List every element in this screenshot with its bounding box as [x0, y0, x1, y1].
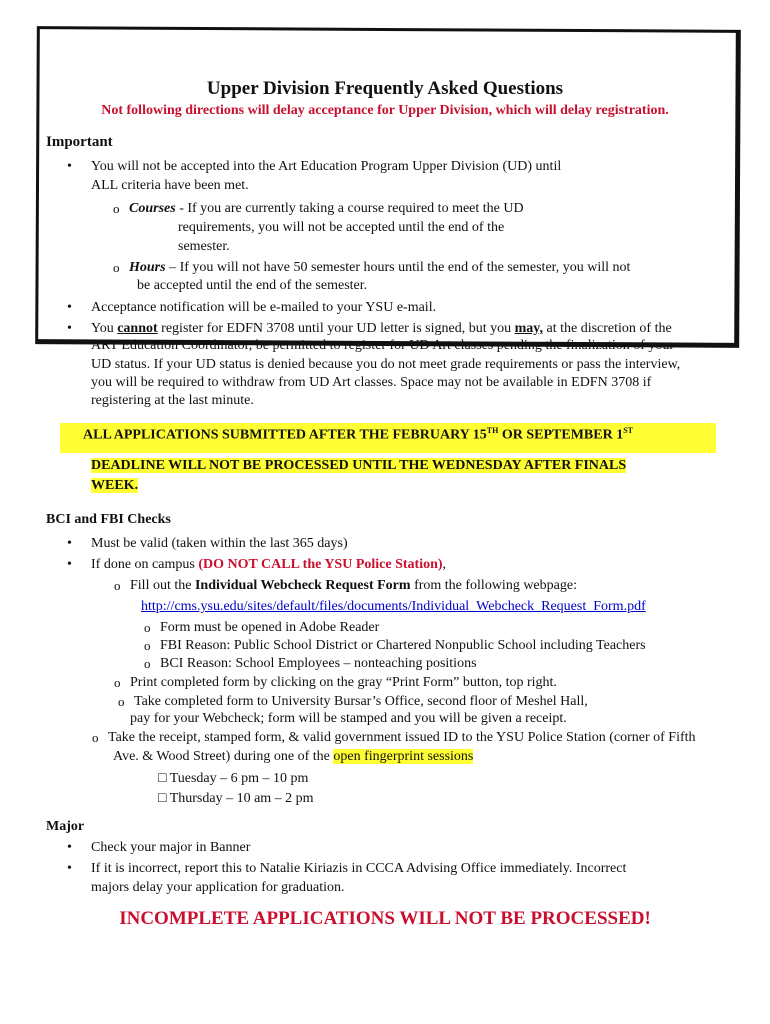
deadline-line-2: DEADLINE WILL NOT BE PROCESSED UNTIL THE WEDNESDAY AFTER FINALS [91, 458, 627, 473]
bci-step-police: o Take the receipt, stamped form, & valid government issued ID to the YSU Police Station (corner of Fifth [108, 728, 696, 747]
important-bullet-3-line-5: registering at the last minute. [91, 393, 254, 408]
bci-bullet-2: • If done on campus (DO NOT CALL the YSU Police Station), [91, 555, 446, 574]
deadline-line-3: WEEK. [91, 478, 139, 493]
courses-line-2: requirements, you will not be accepted until the end of the [178, 220, 505, 235]
hours-item: o Hours – If you will not have 50 semester hours until the end of the semester, you will not [129, 258, 630, 277]
hours-line-2: be accepted until the end of the semester. [137, 278, 368, 293]
incomplete-notice: INCOMPLETE APPLICATIONS WILL NOT BE PROCESSED! [119, 908, 651, 929]
courses-item: o Courses - If you are currently taking a course required to meet the UD [129, 199, 524, 218]
session-bullet-icon: □ [158, 791, 170, 806]
session-thursday: □ Thursday – 10 am – 2 pm [158, 791, 314, 806]
bci-heading: BCI and FBI Checks [46, 512, 171, 527]
important-bullet-3-line-4: you will be required to withdraw from UD Art classes. Space may not be available in EDFN 3708 if [91, 375, 652, 390]
bci-substep-2: o FBI Reason: Public School District or Chartered Nonpublic School including Teachers [160, 636, 646, 655]
bci-step-print: o Print completed form by clicking on the gray “Print Form” button, top right. [130, 673, 557, 692]
important-bullet-2: • Acceptance notification will be e-mailed to your YSU e-mail. [91, 298, 436, 317]
bci-step-police-line-2: Ave. & Wood Street) during one of the open fingerprint sessions [113, 749, 474, 764]
bci-step-bursar-line-2: pay for your Webcheck; form will be stamped and you will be given a receipt. [130, 711, 567, 726]
page-title: Upper Division Frequently Asked Questions [206, 78, 564, 99]
webcheck-form-link-line [141, 597, 646, 616]
major-bullet-2-line-2: majors delay your application for graduation. [91, 880, 345, 895]
session-bullet-icon: □ [158, 771, 170, 786]
important-bullet-3: • You cannot register for EDFN 3708 until your UD letter is signed, but you may, at the discretion of the [91, 319, 672, 338]
important-bullet-3-line-3: UD status. If your UD status is denied because you do not meet grade requirements or pass the interview, [91, 357, 681, 372]
important-bullet-3-line-2: ART Education Coordinator, be permitted to register for UD Art classes pending the finalization of your [91, 338, 675, 353]
major-heading: Major [46, 819, 85, 834]
delay-warning: Not following directions will delay acceptance for Upper Division, which will delay registration. [101, 103, 669, 118]
deadline-line-1: ALL APPLICATIONS SUBMITTED AFTER THE FEBRUARY 15TH OR SEPTEMBER 1ST [83, 426, 633, 443]
bci-step-fill-form: o Fill out the Individual Webcheck Request Form from the following webpage: [130, 576, 577, 595]
bci-bullet-1: • Must be valid (taken within the last 365 days) [91, 534, 348, 553]
session-tuesday: □ Tuesday – 6 pm – 10 pm [158, 771, 309, 786]
important-heading: Important [46, 134, 113, 150]
courses-line-3: semester. [178, 239, 230, 254]
important-bullet-1: • You will not be accepted into the Art Education Program Upper Division (UD) until ALL criteria have been met. [91, 157, 561, 195]
webcheck-form-link[interactable]: http://cms.ysu.edu/sites/default/files/documents/Individual_Webcheck_Request_Form.pdf [141, 599, 646, 614]
bci-substep-1: o Form must be opened in Adobe Reader [160, 618, 379, 637]
bci-step-bursar: o Take completed form to University Bursar’s Office, second floor of Meshel Hall, [134, 692, 588, 711]
major-bullet-2: • If it is incorrect, report this to Natalie Kiriazis in CCCA Advising Office immediately. Incorrect [91, 859, 626, 878]
bci-substep-3: o BCI Reason: School Employees – nonteaching positions [160, 654, 477, 673]
major-bullet-1: • Check your major in Banner [91, 838, 250, 857]
